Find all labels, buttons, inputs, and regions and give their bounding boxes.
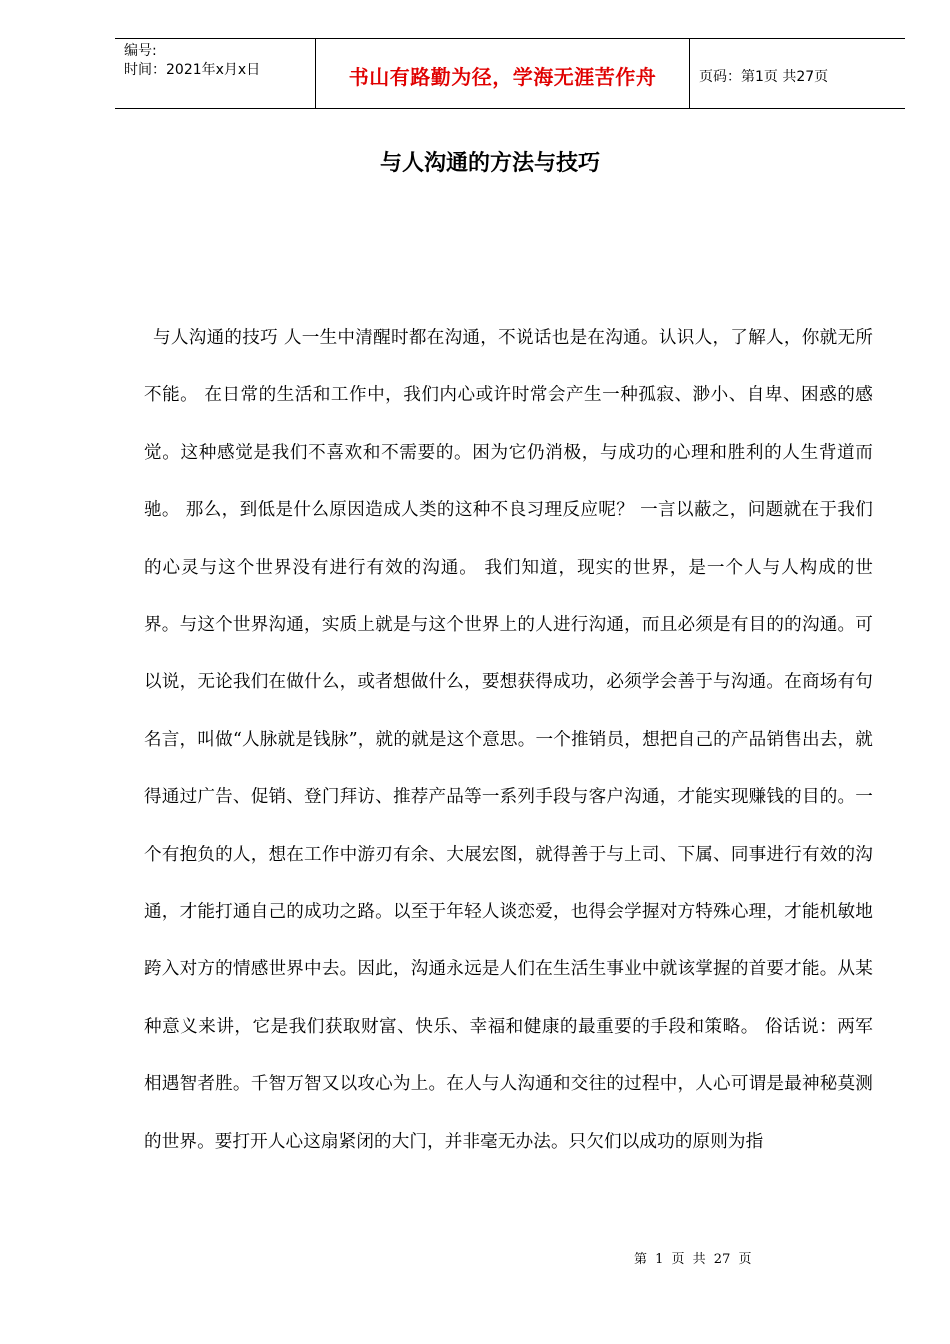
body-paragraph: 与人沟通的技巧 人一生中清醒时都在沟通，不说话也是在沟通。认识人，了解人，你就无所不能。 在日常的生活和工作中，我们内心或许时常会产生一种孤寂、渺小、自卑、困惑的感觉。这种感觉是我们不喜欢和不需要的。困为它仍消极，与成功的心理和胜利的人生背道而驰。 那么，到低是什么原因造成人类的这种不良习理反应呢？ 一言以蔽之，问题就在于我们的心灵与这个世界没有进行有效的沟通。 我们知道，现实的世界，是一个人与人构成的世界。与这个世界沟通，实质上就是与这个世界上的人进行沟通，而且必须是有目的的沟通。可以说，无论我们在做什么，或者想做什么，要想获得成功，必须学会善于与沟通。在商场有句名言，叫做“人脉就是钱脉”，就的就是这个意思。一个推销员，想把自己的产品销售出去，就得通过广告、促销、登门拜访、推荐产品等一系列手段与客户沟通，才能实现赚钱的目的。一个有抱负的人，想在工作中游刃有余、大展宏图，就得善于与上司、下属、同事进行有效的沟通，才能打通自己的成功之路。以至于年轻人谈恋爱，也得会学握对方特殊心理，才能机敏地跨入对方的情感世界中去。因此，沟通永远是人们在生活生事业中就该掌握的首要才能。从某种意义来讲，它是我们获取财富、快乐、幸福和健康的最重要的手段和策略。 俗话说：两军相遇智者胜。千智万智又以攻心为上。在人与人沟通和交往的过程中，人心可谓是最神秘莫测的世界。要打开人心这扇紧闭的大门，并非毫无办法。只欠们以成功的原则为指 (144, 328, 873, 1152)
page-info-cell (690, 39, 905, 108)
document-title: 与人沟通的方法与技巧 (379, 151, 600, 176)
page-footer: 第 1 页 共 27 页 (634, 1252, 752, 1267)
page-info-text: 页码：第1页 共27页 (699, 68, 829, 85)
motto-cell (316, 39, 690, 108)
number-label: 编号: (124, 43, 157, 59)
document-header (115, 38, 905, 109)
date-label: 时间：2021年x月x日 (124, 62, 261, 78)
motto-text: 书山有路勤为径，学海无涯苦作舟 (348, 65, 657, 89)
header-meta-cell (115, 39, 316, 108)
